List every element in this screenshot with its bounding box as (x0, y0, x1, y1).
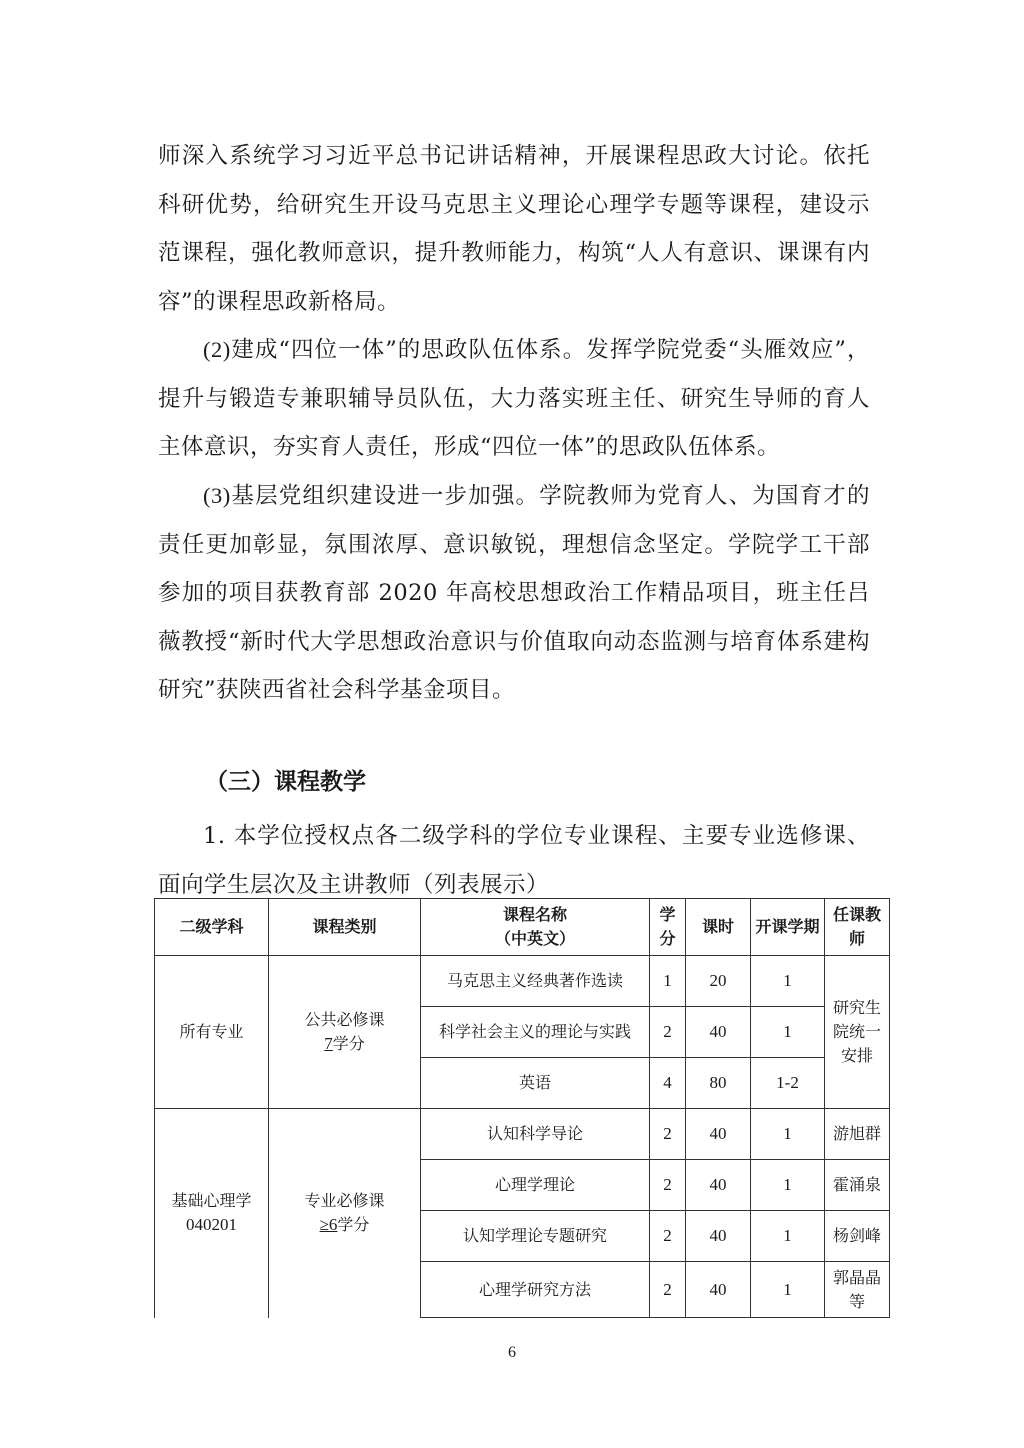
header-discipline: 二级学科 (155, 899, 269, 956)
course-name-cell: 心理学研究方法 (421, 1262, 650, 1318)
table-row (155, 1109, 890, 1160)
term-cell: 1 (751, 956, 825, 1007)
course-name-cell: 心理学理论 (421, 1160, 650, 1211)
hours-cell: 40 (686, 1262, 751, 1318)
table-header-row (155, 899, 890, 956)
discipline-cell: 基础心理学 040201 (155, 1109, 269, 1318)
hours-cell: 40 (686, 1109, 751, 1160)
term-cell: 1 (751, 1007, 825, 1058)
header-course-name: 课程名称 （中英文） (421, 899, 650, 956)
credit-cell: 4 (650, 1058, 686, 1109)
table-row (155, 956, 890, 1007)
credit-cell: 2 (650, 1211, 686, 1262)
hours-cell: 20 (686, 956, 751, 1007)
course-name-cell: 认知学理论专题研究 (421, 1211, 650, 1262)
category-cell: 公共必修课 7学分 (269, 956, 421, 1109)
hours-cell: 40 (686, 1007, 751, 1058)
paragraph-3-number: (3) (203, 483, 231, 508)
credit-cell: 2 (650, 1007, 686, 1058)
paragraph-3: (3)基层党组织建设进一步加强。学院教师为党育人、为国育才的责任更加彰显，氛围浓厚、意识敏锐，理想信念坚定。学院学工干部参加的项目获教育部 2020 年高校思想政治工作精品项目，班主任吕薇教授“新时代大学思想政治意识与价值取向动态监测与培育体系建构研究”获陕西省社会科学基金项目。 (158, 483, 870, 703)
header-term: 开课学期 (751, 899, 825, 956)
teacher-cell: 霍涌泉 (825, 1160, 890, 1211)
term-cell: 1 (751, 1109, 825, 1160)
category-cell: 专业必修课 ≥6学分 (269, 1109, 421, 1318)
header-category: 课程类别 (269, 899, 421, 956)
paragraph-1: 师深入系统学习习近平总书记讲话精神，开展课程思政大讨论。依托科研优势，给研究生开设马克思主义理论心理学专题等课程，建设示范课程，强化教师意识，提升教师能力，构筑“人人有意识、课课有内容”的课程思政新格局。 (158, 143, 870, 315)
teacher-cell: 研究生 院统一 安排 (825, 956, 890, 1109)
course-name-cell: 科学社会主义的理论与实践 (421, 1007, 650, 1058)
course-name-cell: 认知科学导论 (421, 1109, 650, 1160)
paragraph-2: (2)建成“四位一体”的思政队伍体系。发挥学院党委“头雁效应”，提升与锻造专兼职辅导员队伍，大力落实班主任、研究生导师的育人主体意识，夯实育人责任，形成“四位一体”的思政队伍体系。 (158, 337, 870, 460)
term-cell: 1 (751, 1262, 825, 1318)
teacher-cell: 游旭群 (825, 1109, 890, 1160)
credit-cell: 1 (650, 956, 686, 1007)
course-name-cell: 英语 (421, 1058, 650, 1109)
credit-cell: 2 (650, 1109, 686, 1160)
course-table (154, 898, 890, 1318)
discipline-cell: 所有专业 (155, 956, 269, 1109)
header-credit: 学 分 (650, 899, 686, 956)
hours-cell: 40 (686, 1211, 751, 1262)
hours-cell: 40 (686, 1160, 751, 1211)
course-name-cell: 马克思主义经典著作选读 (421, 956, 650, 1007)
term-cell: 1 (751, 1211, 825, 1262)
credit-cell: 2 (650, 1160, 686, 1211)
term-cell: 1 (751, 1160, 825, 1211)
teacher-cell: 郭晶晶 等 (825, 1262, 890, 1318)
teacher-cell: 杨剑峰 (825, 1211, 890, 1262)
hours-cell: 80 (686, 1058, 751, 1109)
paragraph-4: 1. 本学位授权点各二级学科的学位专业课程、主要专业选修课、面向学生层次及主讲教师（列表展示） (158, 823, 870, 898)
term-cell: 1-2 (751, 1058, 825, 1109)
header-hours: 课时 (686, 899, 751, 956)
header-teacher: 任课教 师 (825, 899, 890, 956)
paragraph-2-number: (2) (203, 337, 231, 362)
credit-cell: 2 (650, 1262, 686, 1318)
section-heading: （三）课程教学 (205, 769, 366, 795)
page-number: 6 (508, 1344, 516, 1361)
